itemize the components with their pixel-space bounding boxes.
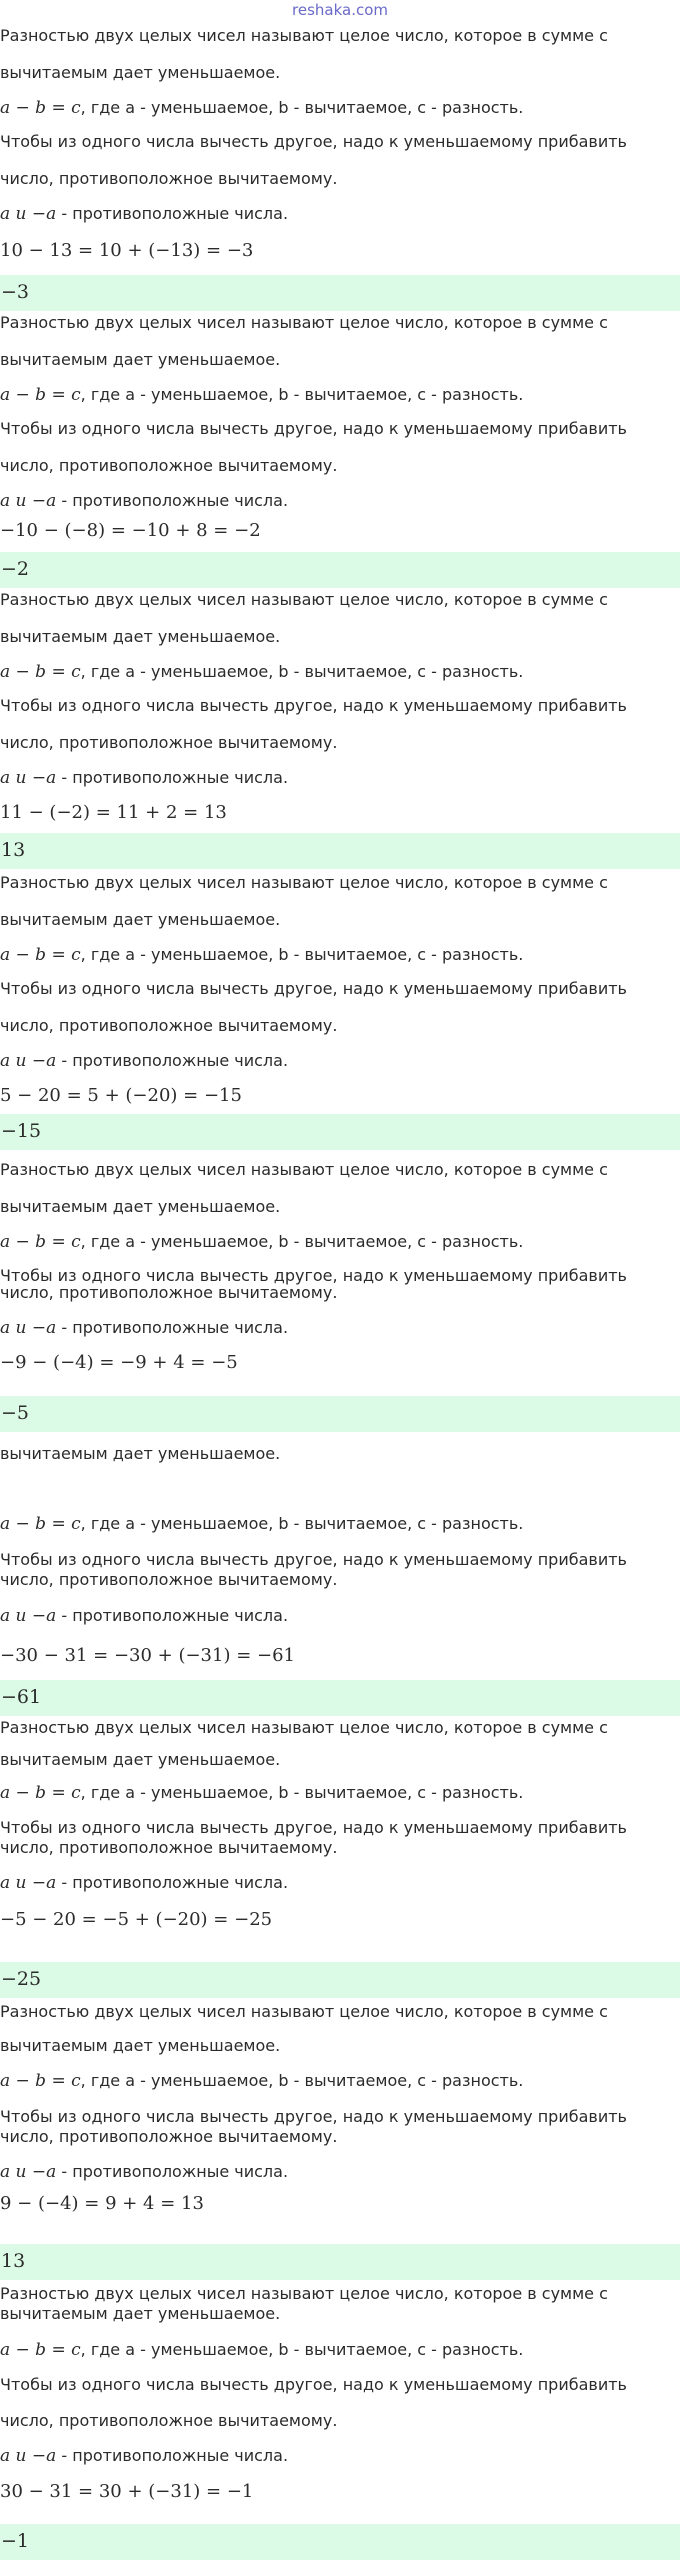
opposite-text: - противоположные числа. <box>56 491 289 510</box>
definition-line-1: Разностью двух целых чисел называют целое число, которое в сумме с <box>0 590 608 609</box>
rule-line-1: Чтобы из одного числа вычесть другое, надо к уменьшаемому прибавить <box>0 979 627 998</box>
opposite-line <box>0 204 680 224</box>
opposite-text: - противоположные числа. <box>56 768 289 787</box>
opposite-text: - противоположные числа. <box>56 1318 289 1337</box>
opposite-line <box>0 2446 680 2466</box>
formula-text: , где a - уменьшаемое, b - вычитаемое, c - разность. <box>80 98 524 117</box>
formula: a − b = c <box>0 2071 81 2091</box>
definition-line-2: вычитаемым дает уменьшаемое. <box>0 63 281 82</box>
rule-line-1: Чтобы из одного числа вычесть другое, надо к уменьшаемому прибавить <box>0 419 627 438</box>
opposite-vars: a и −a <box>0 2162 57 2182</box>
equation: 10 − 13 = 10 + (−13) = −3 <box>0 240 254 261</box>
answer-value: −15 <box>1 1120 42 1142</box>
formula: a − b = c <box>0 1783 81 1803</box>
formula-text: , где a - уменьшаемое, b - вычитаемое, c - разность. <box>80 1514 524 1533</box>
formula: a − b = c <box>0 662 81 682</box>
rule-line-2: число, противоположное вычитаемому. <box>0 2411 338 2430</box>
formula: a − b = c <box>0 1232 81 1252</box>
answer-bar <box>0 2244 680 2280</box>
opposite-line <box>0 768 680 788</box>
opposite-line <box>0 1606 680 1626</box>
definition-line-2: вычитаемым дает уменьшаемое. <box>0 910 281 929</box>
rule-line-2: число, противоположное вычитаемому. <box>0 2127 338 2146</box>
rule-line-1: Чтобы из одного числа вычесть другое, надо к уменьшаемому прибавить <box>0 1266 627 1285</box>
opposite-vars: a и −a <box>0 2446 57 2466</box>
answer-value: 13 <box>1 2250 26 2272</box>
definition-line-1: Разностью двух целых чисел называют целое число, которое в сумме с <box>0 1160 608 1179</box>
opposite-line <box>0 1873 680 1893</box>
formula-text: , где a - уменьшаемое, b - вычитаемое, c - разность. <box>80 662 524 681</box>
rule-line-1: Чтобы из одного числа вычесть другое, надо к уменьшаемому прибавить <box>0 1818 627 1837</box>
equation: 9 − (−4) = 9 + 4 = 13 <box>0 2193 204 2214</box>
opposite-text: - противоположные числа. <box>56 1051 289 1070</box>
opposite-vars: a и −a <box>0 204 57 224</box>
opposite-text: - противоположные числа. <box>56 1606 289 1625</box>
rule-line-2: число, противоположное вычитаемому. <box>0 733 338 752</box>
equation: 30 − 31 = 30 + (−31) = −1 <box>0 2481 254 2502</box>
rule-line-2: число, противоположное вычитаемому. <box>0 1838 338 1857</box>
definition-line-1: Разностью двух целых чисел называют целое число, которое в сумме с <box>0 2284 608 2303</box>
equation: 11 − (−2) = 11 + 2 = 13 <box>0 802 227 823</box>
answer-bar <box>0 552 680 588</box>
opposite-text: - противоположные числа. <box>56 204 289 223</box>
formula: a − b = c <box>0 2340 81 2360</box>
answer-bar <box>0 1680 680 1716</box>
answer-value: −25 <box>1 1968 42 1990</box>
definition-formula-line <box>0 1232 680 1252</box>
answer-bar <box>0 1396 680 1432</box>
definition-formula-line <box>0 98 680 118</box>
formula: a − b = c <box>0 945 81 965</box>
definition-formula-line <box>0 1783 680 1803</box>
rule-line-2: число, противоположное вычитаемому. <box>0 169 338 188</box>
rule-line-1: Чтобы из одного числа вычесть другое, надо к уменьшаемому прибавить <box>0 1550 627 1569</box>
formula-text: , где a - уменьшаемое, b - вычитаемое, c - разность. <box>80 1232 524 1251</box>
equation: 5 − 20 = 5 + (−20) = −15 <box>0 1085 242 1106</box>
answer-value: −5 <box>1 1402 30 1424</box>
equation: −5 − 20 = −5 + (−20) = −25 <box>0 1909 273 1930</box>
rule-line-1: Чтобы из одного числа вычесть другое, надо к уменьшаемому прибавить <box>0 2375 627 2394</box>
definition-line-2: вычитаемым дает уменьшаемое. <box>0 1444 281 1463</box>
answer-value: −2 <box>1 558 30 580</box>
answer-bar <box>0 1962 680 1998</box>
formula-text: , где a - уменьшаемое, b - вычитаемое, c - разность. <box>80 385 524 404</box>
rule-line-1: Чтобы из одного числа вычесть другое, надо к уменьшаемому прибавить <box>0 2107 627 2126</box>
rule-line-2: число, противоположное вычитаемому. <box>0 1283 338 1302</box>
definition-formula-line <box>0 945 680 965</box>
answer-bar <box>0 1114 680 1150</box>
rule-line-1: Чтобы из одного числа вычесть другое, надо к уменьшаемому прибавить <box>0 132 627 151</box>
definition-line-1: Разностью двух целых чисел называют целое число, которое в сумме с <box>0 1718 608 1737</box>
opposite-vars: a и −a <box>0 768 57 788</box>
equation: −10 − (−8) = −10 + 8 = −2 <box>0 520 261 541</box>
opposite-text: - противоположные числа. <box>56 2162 289 2181</box>
definition-line-2: вычитаемым дает уменьшаемое. <box>0 627 281 646</box>
definition-line-2: вычитаемым дает уменьшаемое. <box>0 2036 281 2055</box>
definition-line-2: вычитаемым дает уменьшаемое. <box>0 350 281 369</box>
opposite-text: - противоположные числа. <box>56 1873 289 1892</box>
opposite-vars: a и −a <box>0 1606 57 1626</box>
definition-line-1: Разностью двух целых чисел называют целое число, которое в сумме с <box>0 2002 608 2021</box>
rule-line-2: число, противоположное вычитаемому. <box>0 1570 338 1589</box>
definition-formula-line <box>0 2340 680 2360</box>
opposite-vars: a и −a <box>0 1051 57 1071</box>
definition-formula-line <box>0 1514 680 1534</box>
opposite-vars: a и −a <box>0 1873 57 1893</box>
opposite-vars: a и −a <box>0 1318 57 1338</box>
answer-bar <box>0 833 680 869</box>
opposite-line <box>0 1051 680 1071</box>
opposite-vars: a и −a <box>0 491 57 511</box>
answer-value: −1 <box>1 2530 30 2552</box>
formula: a − b = c <box>0 1514 81 1534</box>
opposite-text: - противоположные числа. <box>56 2446 289 2465</box>
definition-line-1: Разностью двух целых чисел называют целое число, которое в сумме с <box>0 873 608 892</box>
definition-formula-line <box>0 2071 680 2091</box>
opposite-line <box>0 2162 680 2182</box>
answer-bar <box>0 2524 680 2560</box>
equation: −9 − (−4) = −9 + 4 = −5 <box>0 1352 238 1373</box>
rule-line-2: число, противоположное вычитаемому. <box>0 1016 338 1035</box>
formula-text: , где a - уменьшаемое, b - вычитаемое, c - разность. <box>80 2340 524 2359</box>
formula-text: , где a - уменьшаемое, b - вычитаемое, c - разность. <box>80 945 524 964</box>
answer-value: −3 <box>1 281 30 303</box>
rule-line-1: Чтобы из одного числа вычесть другое, надо к уменьшаемому прибавить <box>0 696 627 715</box>
equation: −30 − 31 = −30 + (−31) = −61 <box>0 1645 295 1666</box>
definition-line-1: Разностью двух целых чисел называют целое число, которое в сумме с <box>0 313 608 332</box>
opposite-line <box>0 1318 680 1338</box>
formula-text: , где a - уменьшаемое, b - вычитаемое, c - разность. <box>80 1783 524 1802</box>
formula: a − b = c <box>0 98 81 118</box>
definition-line-2: вычитаемым дает уменьшаемое. <box>0 1750 281 1769</box>
answer-bar <box>0 275 680 311</box>
rule-line-2: число, противоположное вычитаемому. <box>0 456 338 475</box>
definition-line-2: вычитаемым дает уменьшаемое. <box>0 1197 281 1216</box>
definition-formula-line <box>0 385 680 405</box>
definition-formula-line <box>0 662 680 682</box>
answer-value: 13 <box>1 839 26 861</box>
opposite-line <box>0 491 680 511</box>
formula-text: , где a - уменьшаемое, b - вычитаемое, c - разность. <box>80 2071 524 2090</box>
answer-value: −61 <box>1 1686 42 1708</box>
definition-line-1: Разностью двух целых чисел называют целое число, которое в сумме с <box>0 26 608 45</box>
definition-line-2: вычитаемым дает уменьшаемое. <box>0 2304 281 2323</box>
formula: a − b = c <box>0 385 81 405</box>
site-header[interactable]: reshaka.com <box>292 1 388 19</box>
